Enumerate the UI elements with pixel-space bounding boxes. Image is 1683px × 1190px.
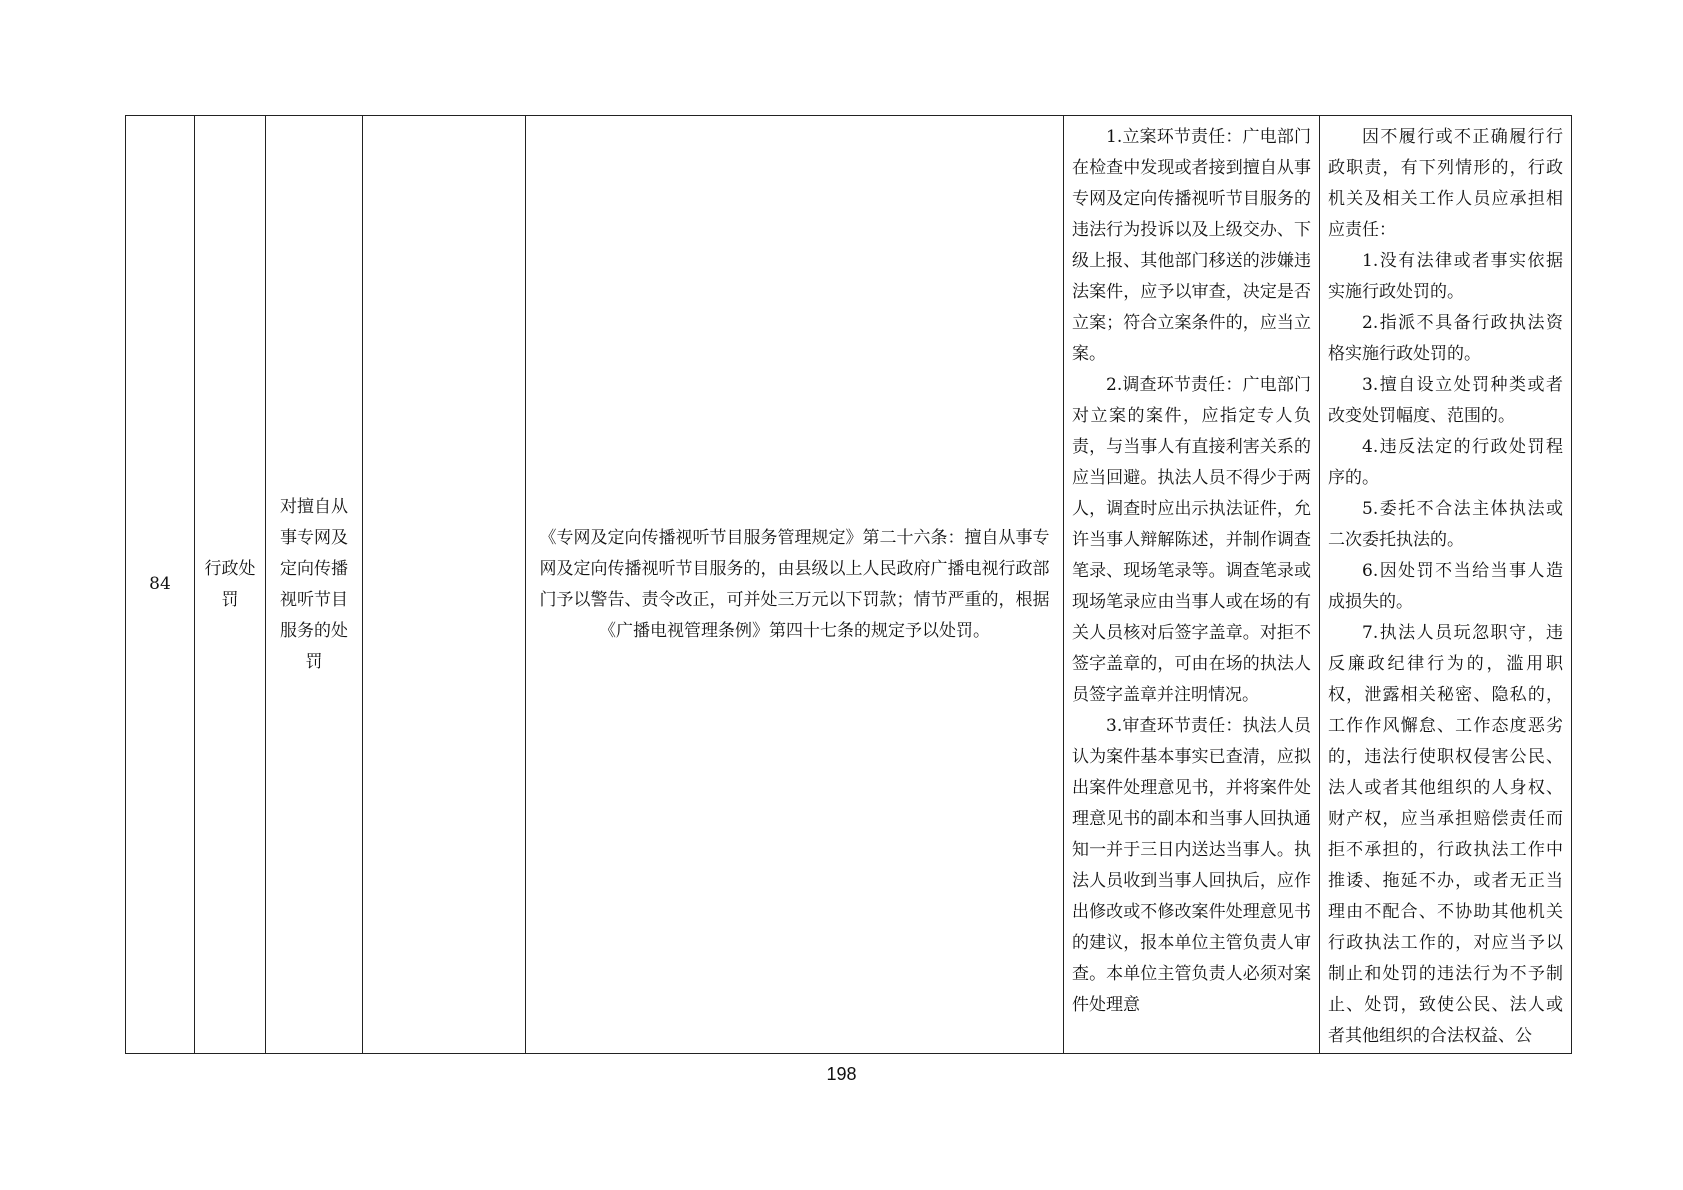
legal-basis: 《专网及定向传播视听节目服务管理规定》第二十六条：擅自从事专网及定向传播视听节目服务的，由县级以上人民政府广播电视行政部门予以警告、责令改正，可并处三万元以下罚款；情节严重的，根据《广播电视管理条例》第四十七条的规定予以处罚。 [526, 116, 1064, 1054]
accountability-item: 6.因处罚不当给当事人造成损失的。 [1328, 561, 1563, 612]
accountability-item: 3.擅自设立处罚种类或者改变处罚幅度、范围的。 [1328, 375, 1563, 426]
accountability-item: 5.委托不合法主体执法或二次委托执法的。 [1328, 499, 1563, 550]
accountability-item: 2.指派不具备行政执法资格实施行政处罚的。 [1328, 313, 1563, 364]
accountability-item: 7.执法人员玩忽职守，违反廉政纪律行为的，滥用职权，泄露相关秘密、隐私的，工作作风懈怠、工作态度恶劣的，违法行使职权侵害公民、法人或者其他组织的人身权、财产权，应当承担赔偿责任而拒不承担的，行政执法工作中推诿、拖延不办，或者无正当理由不配合、不协助其他机关行政执法工作的，对应当予以制止和处罚的违法行为不予制止、处罚，致使公民、法人或者其他组织的合法权益、公 [1328, 623, 1563, 1046]
accountability-item: 1.没有法律或者事实依据实施行政处罚的。 [1328, 251, 1563, 302]
table-row [126, 116, 1572, 1054]
accountability-cell [1320, 116, 1572, 1054]
responsibility-review: 3.审查环节责任：执法人员认为案件基本事实已查清，应拟出案件处理意见书，并将案件处理意见书的副本和当事人回执通知一并于三日内送达当事人。执法人员收到当事人回执后，应作出修改或不修改案件处理意见书的建议，报本单位主管负责人审查。本单位主管负责人必须对案件处理意 [1072, 716, 1311, 1015]
responsibility-investigation: 2.调查环节责任：广电部门对立案的案件，应指定专人负责，与当事人有直接利害关系的应当回避。执法人员不得少于两人，调查时应出示执法证件，允许当事人辩解陈述，并制作调查笔录、现场笔录等。调查笔录或现场笔录应由当事人或在场的有关人员核对后签字盖章。对拒不签字盖章的，可由在场的执法人员签字盖章并注明情况。 [1072, 375, 1311, 705]
responsibility-filing: 1.立案环节责任：广电部门在检查中发现或者接到擅自从事专网及定向传播视听节目服务的违法行为投诉以及上级交办、下级上报、其他部门移送的涉嫌违法案件，应予以审查，决定是否立案；符合立案条件的，应当立案。 [1072, 127, 1311, 364]
power-list-table [125, 115, 1572, 1054]
sub-item-cell [363, 116, 526, 1054]
row-number: 84 [126, 116, 195, 1054]
responsibility-cell [1064, 116, 1320, 1054]
page-number: 198 [826, 1064, 857, 1084]
item-name: 对擅自从事专网及定向传播视听节目服务的处罚 [266, 116, 363, 1054]
power-type: 行政处罚 [195, 116, 266, 1054]
accountability-intro: 因不履行或不正确履行行政职责，有下列情形的，行政机关及相关工作人员应承担相应责任： [1328, 127, 1563, 240]
accountability-item: 4.违反法定的行政处罚程序的。 [1328, 437, 1563, 488]
